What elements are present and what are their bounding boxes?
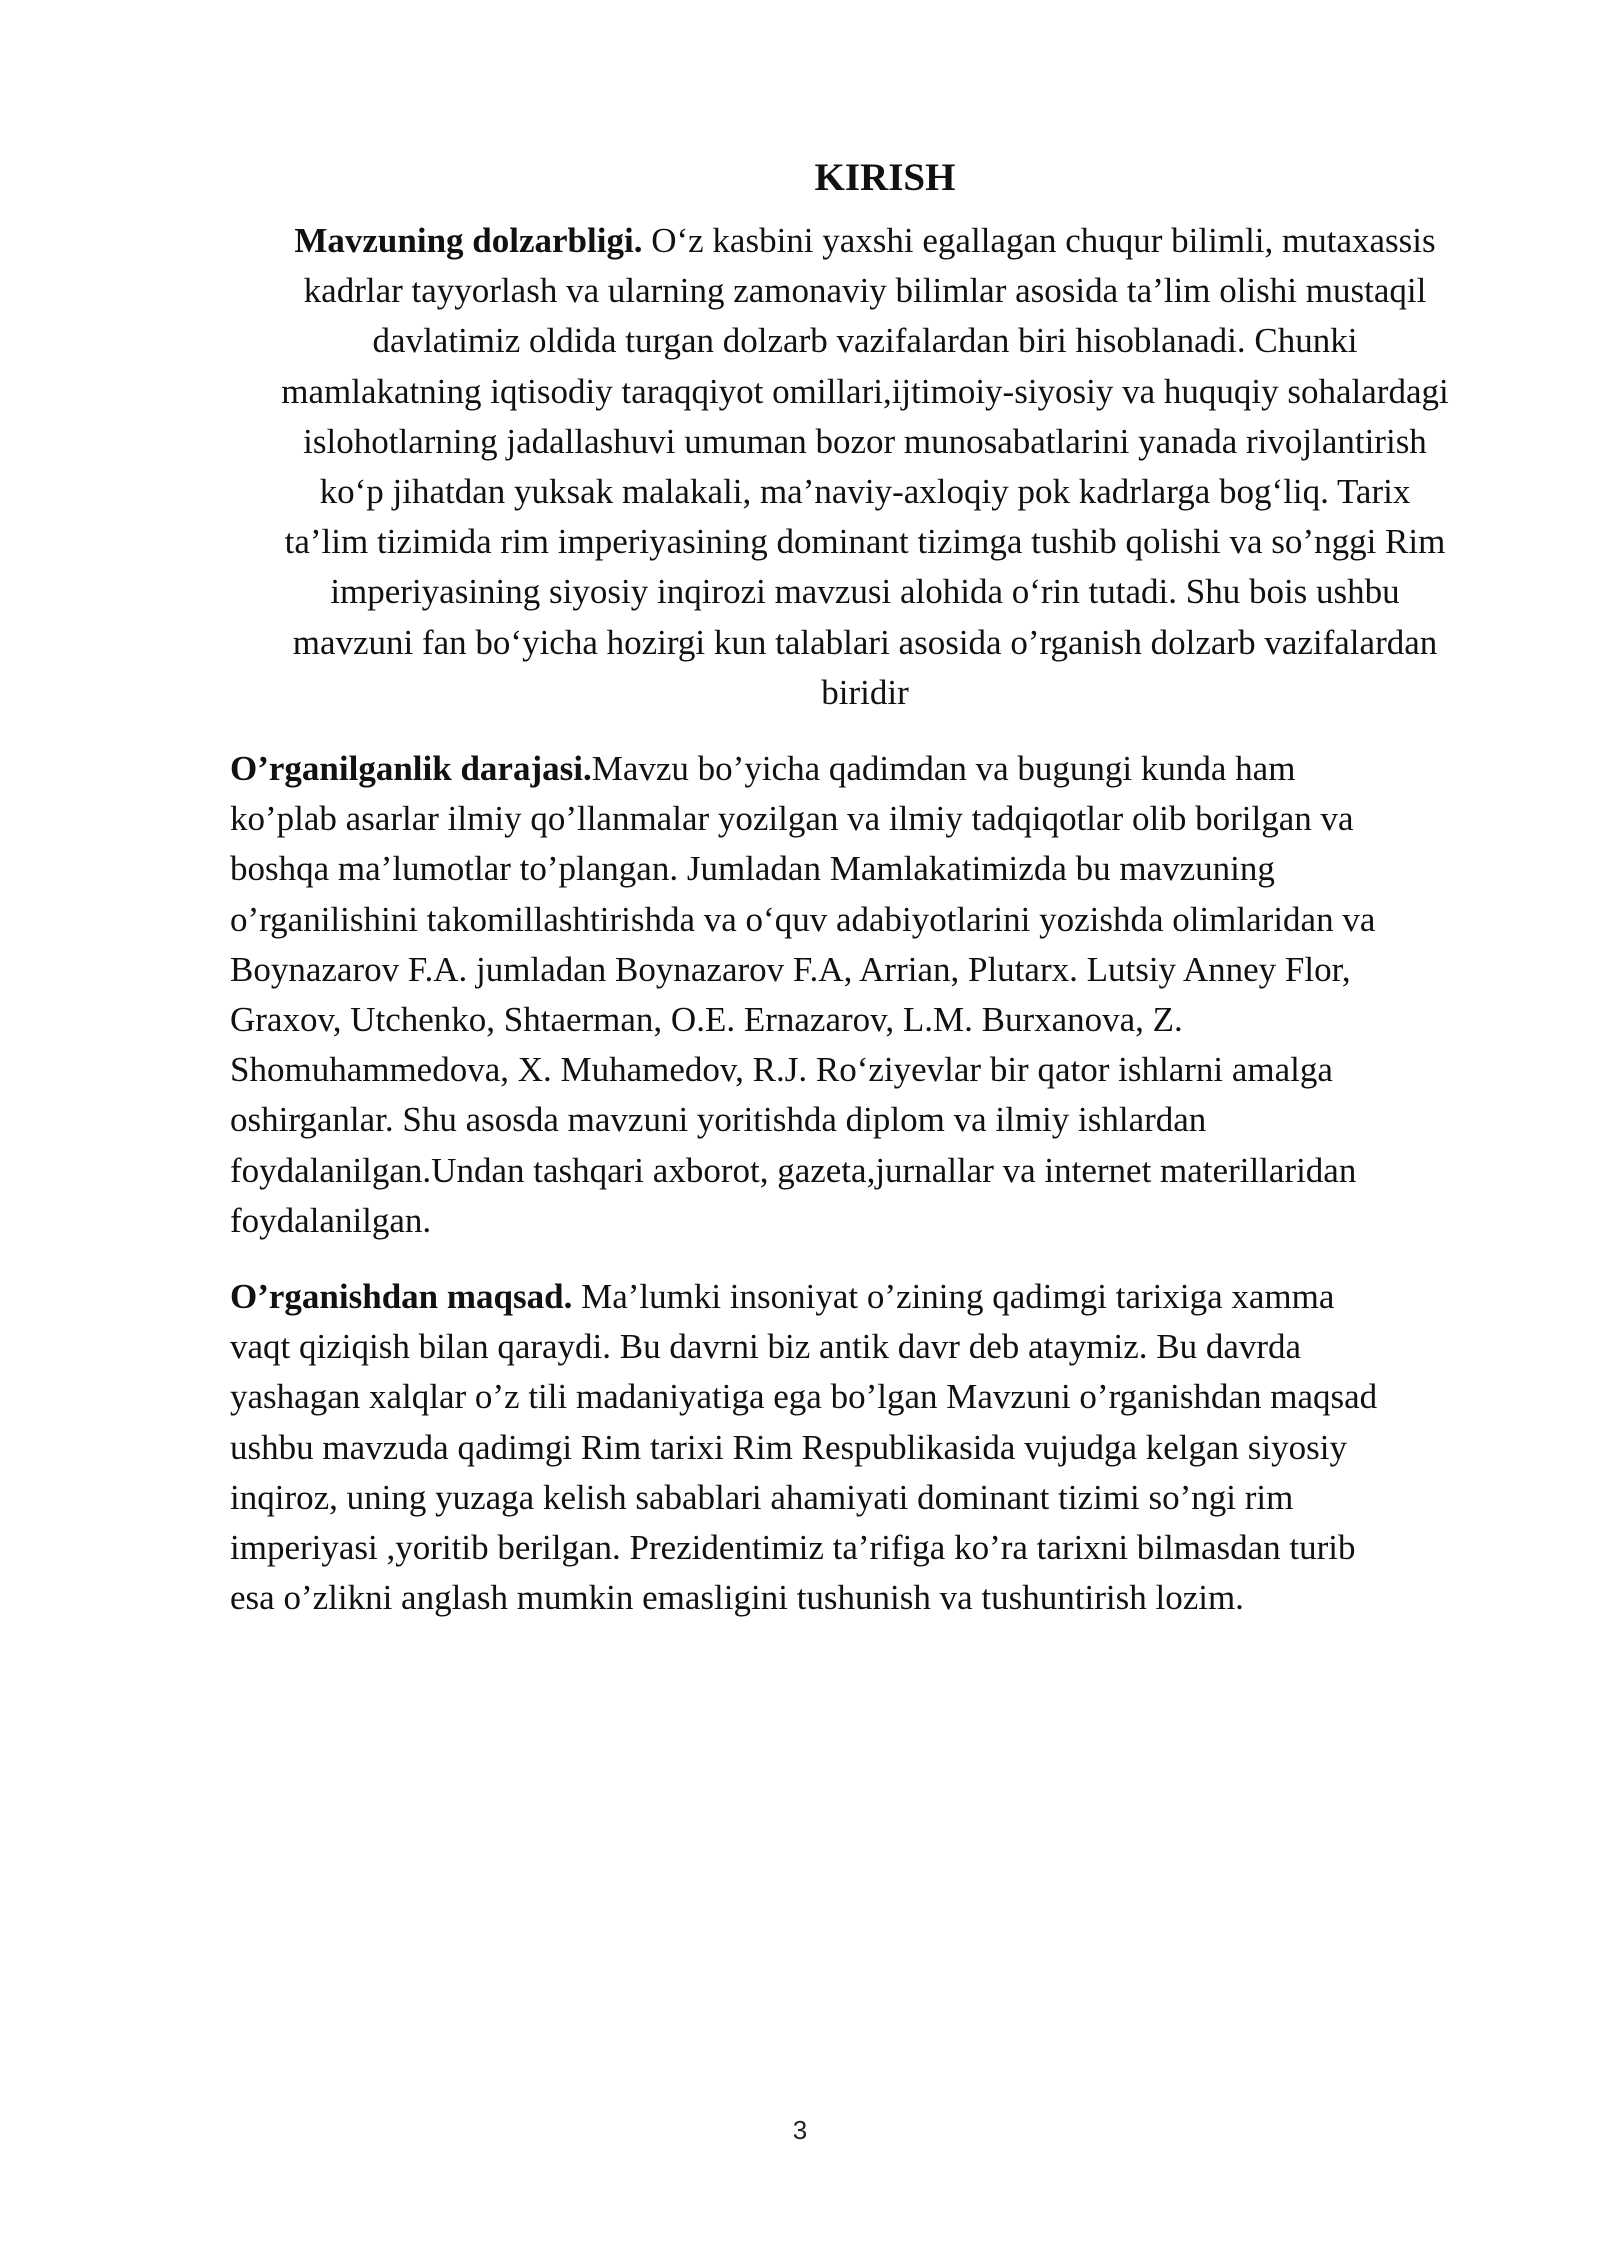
paragraph-line: o’rganilishini takomillashtirishda va o‘quv adabiyotlarini yozishda olimlaridan va [230, 899, 1376, 939]
paragraph-line: Graxov, Utchenko, Shtaerman, O.E. Ernazarov, L.M. Burxanova, Z. [230, 1000, 1183, 1040]
paragraph-line: inqiroz, uning yuzaga kelish sabablari ahamiyati dominant tizimi so’ngi rim [230, 1477, 1294, 1517]
paragraph-line [230, 744, 1500, 794]
paragraph-line: kadrlar tayyorlash va ularning zamonaviy bilimlar asosida ta’lim olishi mustaqil [303, 271, 1427, 311]
paragraph-line: islohotlarning jadallashuvi umuman bozor munosabatlarini yanada rivojlantirish [303, 421, 1427, 461]
paragraph-line: ta’lim tizimida rim imperiyasining dominant tizimga tushib qolishi va so’nggi Rim [284, 522, 1446, 562]
paragraph-text: O‘z kasbini yaxshi egallagan chuqur bilimli, mutaxassis [642, 221, 1436, 260]
paragraph-line: foydalanilgan. [230, 1200, 432, 1240]
paragraph-line: ko’plab asarlar ilmiy qo’llanmalar yozilgan va ilmiy tadqiqotlar olib borilgan va [230, 799, 1354, 839]
paragraph-line: davlatimiz oldida turgan dolzarb vazifalardan biri hisoblanadi. Chunki [372, 321, 1358, 361]
page-number: 3 [792, 2115, 808, 2145]
paragraph-line: foydalanilgan.Undan tashqari axborot, gazeta,jurnallar va internet materillaridan [230, 1150, 1357, 1190]
paragraph-line: mavzuni fan bo‘yicha hozirgi kun talablari asosida o’rganish dolzarb vazifalardan [292, 622, 1438, 662]
page-title: KIRISH [814, 156, 956, 199]
paragraph-spacer [230, 1246, 1500, 1272]
research-goal-heading: O’rganishdan maqsad. [230, 1277, 573, 1317]
paragraph-line: biridir [821, 672, 909, 712]
paragraph-line: oshirganlar. Shu asosda mavzuni yoritishda diplom va ilmiy ishlardan [230, 1100, 1207, 1140]
paragraph-line: yashagan xalqlar o’z tili madaniyatiga ega bo’lgan Mavzuni o’rganishdan maqsad [230, 1377, 1378, 1417]
paragraph-line: Shomuhammedova, X. Muhamedov, R.J. Ro‘ziyevlar bir qator ishlarni amalga [230, 1050, 1333, 1090]
research-goal-paragraph [230, 1272, 1500, 1623]
paragraph-line: boshqa ma’lumotlar to’plangan. Jumladan Mamlakatimizda bu mavzuning [230, 849, 1275, 889]
paragraph-line: esa o’zlikni anglash mumkin emasligini tushunish va tushuntirish lozim. [230, 1578, 1244, 1618]
paragraph-line: Boynazarov F.A. jumladan Boynazarov F.A, Arrian, Plutarx. Lutsiy Anney Flor, [230, 949, 1351, 989]
research-status-heading: O’rganilganlik darajasi. [230, 749, 592, 789]
research-status-paragraph [230, 744, 1500, 1246]
paragraph-spacer [230, 718, 1500, 744]
relevance-heading: Mavzuning dolzarbligi. [294, 221, 643, 260]
paragraph-line [230, 216, 1500, 266]
paragraph-line: ko‘p jihatdan yuksak malakali, ma’naviy-axloqiy pok kadrlarga bog‘liq. Tarix [319, 472, 1411, 512]
relevance-paragraph [230, 216, 1500, 718]
paragraph-line: mamlakatning iqtisodiy taraqqiyot omillari,ijtimoiy-siyosiy va huquqiy sohalardagi [281, 371, 1449, 411]
paragraph-line: imperiyasi ,yoritib berilgan. Prezidentimiz ta’rifiga ko’ra tarixni bilmasdan turib [230, 1528, 1356, 1568]
document-page [230, 150, 1500, 1623]
paragraph-text: Ma’lumki insoniyat o’zining qadimgi tarixiga xamma [572, 1277, 1335, 1317]
paragraph-line: ushbu mavzuda qadimgi Rim tarixi Rim Respublikasida vujudga kelgan siyosiy [230, 1427, 1347, 1467]
paragraph-text: Mavzu bo’yicha qadimdan va bugungi kunda ham [591, 749, 1296, 789]
paragraph-line [230, 1272, 1500, 1322]
paragraph-line: imperiyasining siyosiy inqirozi mavzusi alohida o‘rin tutadi. Shu bois ushbu [330, 572, 1400, 612]
paragraph-line: vaqt qiziqish bilan qaraydi. Bu davrni biz antik davr deb ataymiz. Bu davrda [230, 1327, 1302, 1367]
